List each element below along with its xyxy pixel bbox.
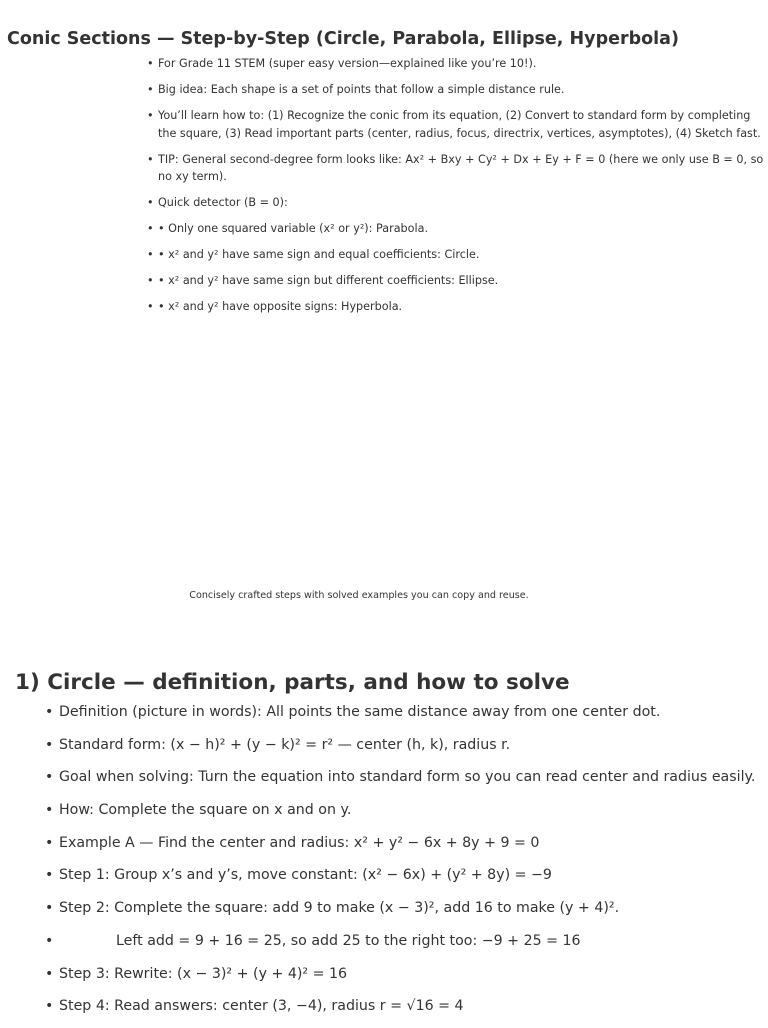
circle-item-how bbox=[45, 799, 765, 821]
list-item-text: Example A — Find the center and radius: x² + y² − 6x + 8y + 9 = 0 bbox=[59, 834, 540, 851]
circle-item-step-1 bbox=[45, 864, 765, 886]
intro-item-text: • x² and y² have opposite signs: Hyperbola. bbox=[158, 300, 403, 313]
intro-list bbox=[147, 55, 768, 324]
intro-item-text: Quick detector (B = 0): bbox=[158, 196, 288, 209]
intro-item-text: TIP: General second-degree form looks like: Ax² + Bxy + Cy² + Dx + Ey + F = 0 (here we only use B = 0, so no xy term). bbox=[158, 152, 764, 183]
list-item-text: Step 1: Group x’s and y’s, move constant: (x² − 6x) + (y² + 8y) = −9 bbox=[59, 867, 552, 884]
intro-item-tip bbox=[147, 151, 768, 186]
intro-item-text: You’ll learn how to: (1) Recognize the conic from its equation, (2) Convert to standard form by completing the square, (3) Read important parts (center, radius, focus, directrix, vertices, asymptotes), (4) Sketch fast. bbox=[158, 109, 761, 140]
intro-item-text: Big idea: Each shape is a set of points that follow a simple distance rule. bbox=[158, 83, 565, 96]
intro-item-parabola-rule bbox=[147, 220, 768, 238]
circle-item-step-2-detail bbox=[45, 930, 765, 952]
intro-item-big-idea bbox=[147, 81, 768, 99]
section-heading-circle: 1) Circle — definition, parts, and how to solve bbox=[15, 670, 570, 695]
circle-item-step-3 bbox=[45, 963, 765, 985]
list-item-text: Step 2: Complete the square: add 9 to make (x − 3)², add 16 to make (y + 4)². bbox=[59, 900, 620, 917]
intro-item-text: • x² and y² have same sign but different coefficients: Ellipse. bbox=[158, 274, 499, 287]
intro-item-detector bbox=[147, 194, 768, 212]
intro-item-circle-rule bbox=[147, 246, 768, 264]
list-item-text: Step 3: Rewrite: (x − 3)² + (y + 4)² = 16 bbox=[59, 965, 348, 982]
circle-item-step-2 bbox=[45, 897, 765, 919]
circle-item-goal bbox=[45, 766, 765, 788]
caption: Concisely crafted steps with solved examples you can copy and reuse. bbox=[189, 590, 529, 601]
intro-item-text: For Grade 11 STEM (super easy version—explained like you’re 10!). bbox=[158, 57, 537, 70]
intro-item-audience bbox=[147, 55, 768, 73]
list-item-text: How: Complete the square on x and on y. bbox=[59, 802, 352, 819]
list-item-text: Step 4: Read answers: center (3, −4), radius r = √16 = 4 bbox=[59, 998, 464, 1015]
list-item-text: Left add = 9 + 16 = 25, so add 25 to the right too: −9 + 25 = 16 bbox=[116, 932, 581, 949]
page-title: Conic Sections — Step-by-Step (Circle, Parabola, Ellipse, Hyperbola) bbox=[7, 29, 679, 49]
circle-item-definition bbox=[45, 701, 765, 723]
intro-item-hyperbola-rule bbox=[147, 298, 768, 316]
circle-item-example-a bbox=[45, 832, 765, 854]
intro-item-ellipse-rule bbox=[147, 272, 768, 290]
intro-item-text: • Only one squared variable (x² or y²): Parabola. bbox=[158, 222, 429, 235]
circle-item-step-4 bbox=[45, 995, 765, 1017]
list-item-text: Goal when solving: Turn the equation into standard form so you can read center and radius easily. bbox=[59, 769, 756, 786]
circle-steps-list bbox=[45, 701, 765, 1028]
circle-item-standard-form bbox=[45, 734, 765, 756]
intro-item-learning-goals bbox=[147, 107, 768, 142]
list-item-text: Standard form: (x − h)² + (y − k)² = r² — center (h, k), radius r. bbox=[59, 736, 511, 753]
intro-item-text: • x² and y² have same sign and equal coefficients: Circle. bbox=[158, 248, 480, 261]
list-item-text: Definition (picture in words): All points the same distance away from one center dot. bbox=[59, 704, 661, 720]
